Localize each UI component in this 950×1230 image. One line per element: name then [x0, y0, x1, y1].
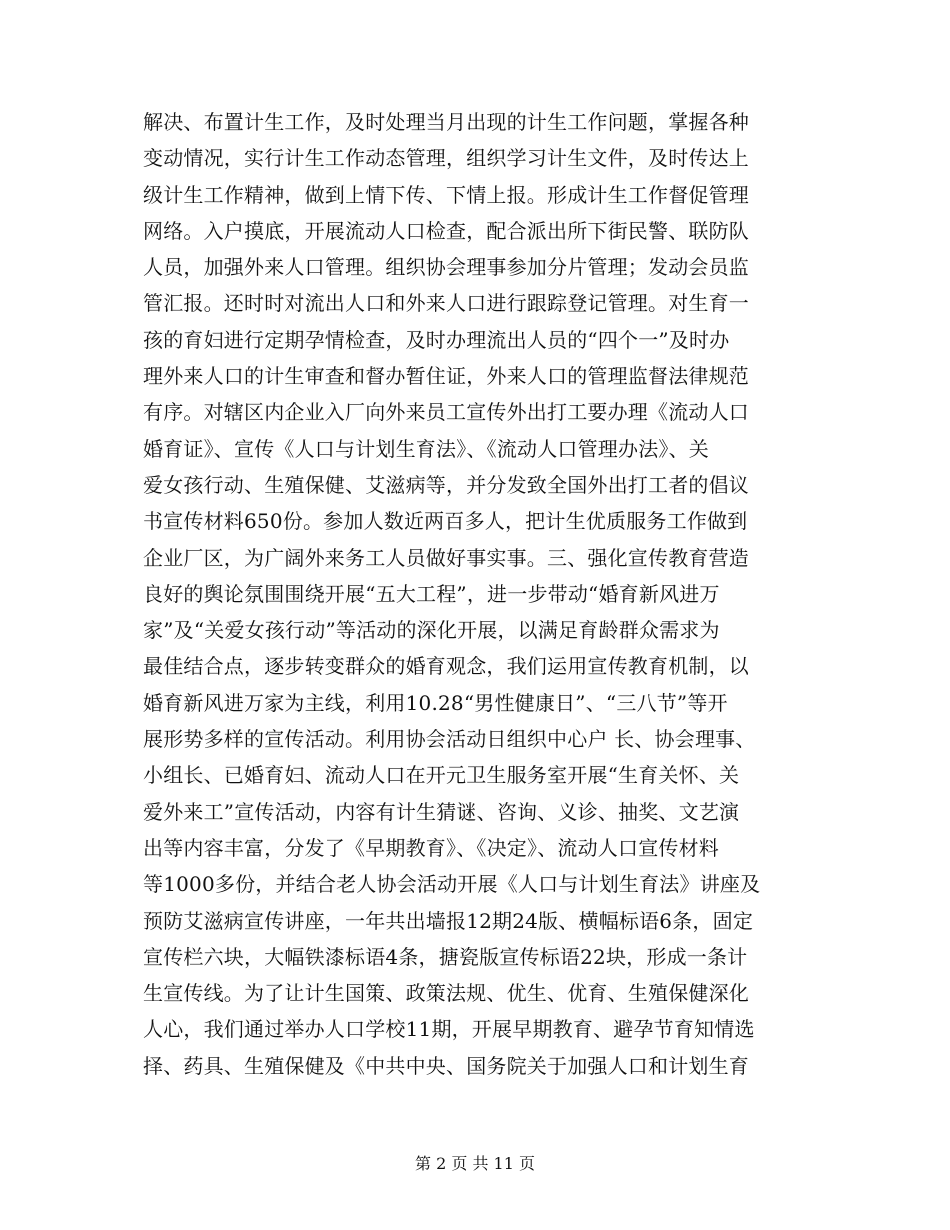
- body-line: 有序。对辖区内企业入厂向外来员工宣传外出打工要办理《流动人口: [143, 400, 749, 425]
- body-line: 管汇报。还时时对流出人口和外来人口进行跟踪登记管理。对生育一: [143, 291, 749, 316]
- body-line: 级计生工作精神，做到上情下传、下情上报。形成计生工作督促管理: [143, 182, 749, 207]
- body-line: 良好的舆论氛围围绕开展“五大工程”，进一步带动“婚育新风进万: [143, 581, 720, 606]
- body-line: 小组长、已婚育妇、流动人口在开元卫生服务室开展“生育关怀、关: [143, 763, 740, 788]
- body-line: 爱女孩行动、生殖保健、艾滋病等，并分发致全国外出打工者的倡议: [143, 472, 749, 497]
- body-line: 择、药具、生殖保健及《中共中央、国务院关于加强人口和计划生育: [143, 1053, 749, 1078]
- body-line: 最佳结合点，逐步转变群众的婚育观念，我们运用宣传教育机制，以: [143, 654, 749, 679]
- body-line: 等1000多份，并结合老人协会活动开展《人口与计划生育法》讲座及: [143, 872, 761, 897]
- body-line: 孩的育妇进行定期孕情检查，及时办理流出人员的“四个一”及时办: [143, 327, 730, 352]
- body-line: 人心，我们通过举办人口学校11期，开展早期教育、避孕节育知情选: [143, 1017, 755, 1042]
- body-line: 出等内容丰富，分发了《早期教育》、《决定》、流动人口宣传材料: [143, 835, 719, 860]
- body-line: 解决、布置计生工作，及时处理当月出现的计生工作问题，掌握各种: [143, 110, 749, 134]
- body-line: 婚育证》、宣传《人口与计划生育法》、《流动人口管理办法》、关: [143, 436, 709, 461]
- body-line: 变动情况，实行计生工作动态管理，组织学习计生文件，及时传达上: [143, 146, 749, 171]
- body-line: 婚育新风进万家为主线，利用10.28“男性健康日”、“三八节”等开: [143, 690, 728, 715]
- body-line: 家”及“关爱女孩行动”等活动的深化开展，以满足育龄群众需求为: [143, 618, 720, 643]
- body-line: 生宣传线。为了让计生国策、政策法规、优生、优育、生殖保健深化: [143, 981, 749, 1006]
- body-line: 企业厂区，为广阔外来务工人员做好事实事。三、强化宣传教育营造: [143, 545, 749, 570]
- body-line: 人员，加强外来人口管理。组织协会理事参加分片管理；发动会员监: [143, 255, 749, 280]
- body-line: 展形势多样的宣传活动。利用协会活动日组织中心户 长、协会理事、: [143, 727, 756, 752]
- document-body: [143, 104, 803, 1084]
- body-line: 书宣传材料650份。参加人数近两百多人，把计生优质服务工作做到: [143, 509, 748, 534]
- body-line: 网络。入户摸底，开展流动人口检查，配合派出所下街民警、联防队: [143, 218, 749, 243]
- body-line: 理外来人口的计生审查和督办暂住证，外来人口的管理监督法律规范: [143, 364, 749, 389]
- body-line: 预防艾滋病宣传讲座，一年共出墙报12期24版、横幅标语6条，固定: [143, 908, 754, 933]
- page-number-footer: 第 2 页 共 11 页: [415, 1154, 535, 1173]
- body-line: 宣传栏六块，大幅铁漆标语4条，搪瓷版宣传标语22块，形成一条计: [143, 944, 748, 969]
- body-line: 爱外来工”宣传活动，内容有计生猜谜、咨询、义诊、抽奖、文艺演: [143, 799, 740, 824]
